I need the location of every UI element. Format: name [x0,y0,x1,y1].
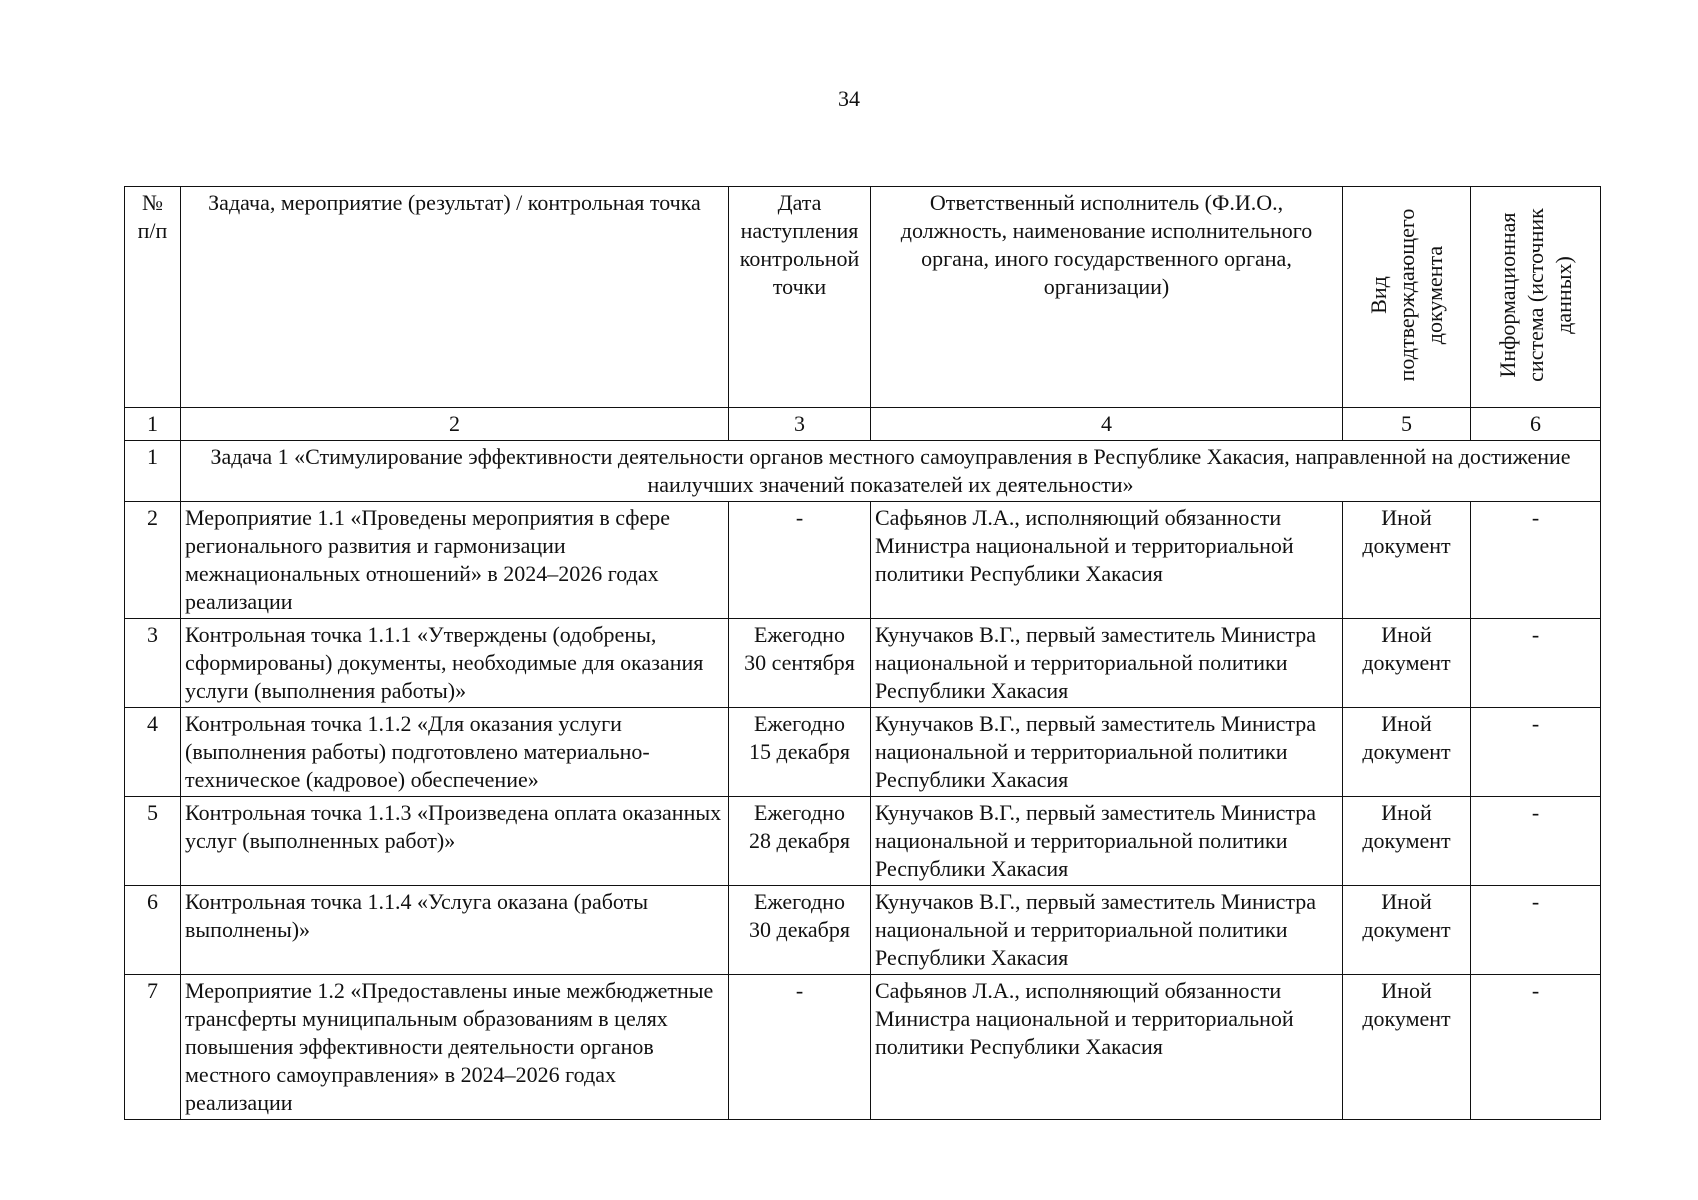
task-row [125,441,1601,502]
row-num: 3 [125,619,181,708]
header-info-system [1471,187,1601,408]
row-date: Ежегодно 28 декабря [729,797,871,886]
control-points-table [124,186,1601,1120]
row-task: Мероприятие 1.2 «Предоставлены иные межбюджетные трансферты муниципальным образованиям в целях повышения эффективности деятельности органов местного самоуправления» в 2024–2026 годах реализации [181,975,729,1120]
header-doc-type-text: Вид подтверждающего документа [1365,208,1447,382]
row-doc-type: Иной документ [1343,502,1471,619]
header-info-system-text: Информационная система (источник данных) [1494,208,1576,382]
task-row-num: 1 [125,441,181,502]
row-doc-type: Иной документ [1343,886,1471,975]
row-doc-type: Иной документ [1343,708,1471,797]
header-task: Задача, мероприятие (результат) / контрольная точка [181,187,729,408]
row-doc-type: Иной документ [1343,619,1471,708]
row-num: 7 [125,975,181,1120]
row-responsible: Кунучаков В.Г., первый заместитель Министра национальной и территориальной политики Республики Хакасия [871,797,1343,886]
column-number-row [125,408,1601,441]
row-responsible: Кунучаков В.Г., первый заместитель Министра национальной и территориальной политики Республики Хакасия [871,619,1343,708]
row-info-system: - [1471,797,1601,886]
row-date: - [729,502,871,619]
row-responsible: Сафьянов Л.А., исполняющий обязанности Министра национальной и территориальной политики Республики Хакасия [871,975,1343,1120]
row-num: 2 [125,502,181,619]
column-number: 4 [871,408,1343,441]
row-responsible: Кунучаков В.Г., первый заместитель Министра национальной и территориальной политики Республики Хакасия [871,886,1343,975]
header-date: Дата наступления контрольной точки [729,187,871,408]
row-num: 5 [125,797,181,886]
column-number: 1 [125,408,181,441]
row-info-system: - [1471,886,1601,975]
column-number: 3 [729,408,871,441]
row-task: Контрольная точка 1.1.2 «Для оказания услуги (выполнения работы) подготовлено материально-техническое (кадровое) обеспечение» [181,708,729,797]
row-responsible: Сафьянов Л.А., исполняющий обязанности Министра национальной и территориальной политики Республики Хакасия [871,502,1343,619]
table-row [125,975,1601,1120]
row-task: Контрольная точка 1.1.1 «Утверждены (одобрены, сформированы) документы, необходимые для оказания услуги (выполнения работы)» [181,619,729,708]
row-task: Контрольная точка 1.1.3 «Произведена оплата оказанных услуг (выполненных работ)» [181,797,729,886]
row-num: 4 [125,708,181,797]
row-responsible: Кунучаков В.Г., первый заместитель Министра национальной и территориальной политики Республики Хакасия [871,708,1343,797]
row-num: 6 [125,886,181,975]
table-row [125,502,1601,619]
row-doc-type: Иной документ [1343,975,1471,1120]
header-responsible: Ответственный исполнитель (Ф.И.О., должность, наименование исполнительного органа, иного государственного органа, организации) [871,187,1343,408]
column-number: 6 [1471,408,1601,441]
column-number: 5 [1343,408,1471,441]
task-row-text: Задача 1 «Стимулирование эффективности деятельности органов местного самоуправления в Республике Хакасия, направленной на достижение наилучших значений показателей их деятельности» [181,441,1601,502]
table-row [125,886,1601,975]
row-task: Контрольная точка 1.1.4 «Услуга оказана (работы выполнены)» [181,886,729,975]
row-info-system: - [1471,619,1601,708]
row-info-system: - [1471,975,1601,1120]
table-row [125,708,1601,797]
row-date: Ежегодно 30 сентября [729,619,871,708]
row-date: - [729,975,871,1120]
row-task: Мероприятие 1.1 «Проведены мероприятия в сфере регионального развития и гармонизации межнациональных отношений» в 2024–2026 годах реализации [181,502,729,619]
row-info-system: - [1471,502,1601,619]
table-row [125,619,1601,708]
page-number: 34 [838,86,860,111]
row-doc-type: Иной документ [1343,797,1471,886]
row-date: Ежегодно 15 декабря [729,708,871,797]
row-info-system: - [1471,708,1601,797]
table-row [125,797,1601,886]
column-number: 2 [181,408,729,441]
header-doc-type [1343,187,1471,408]
header-num: № п/п [125,187,181,408]
header-row [125,187,1601,408]
row-date: Ежегодно 30 декабря [729,886,871,975]
